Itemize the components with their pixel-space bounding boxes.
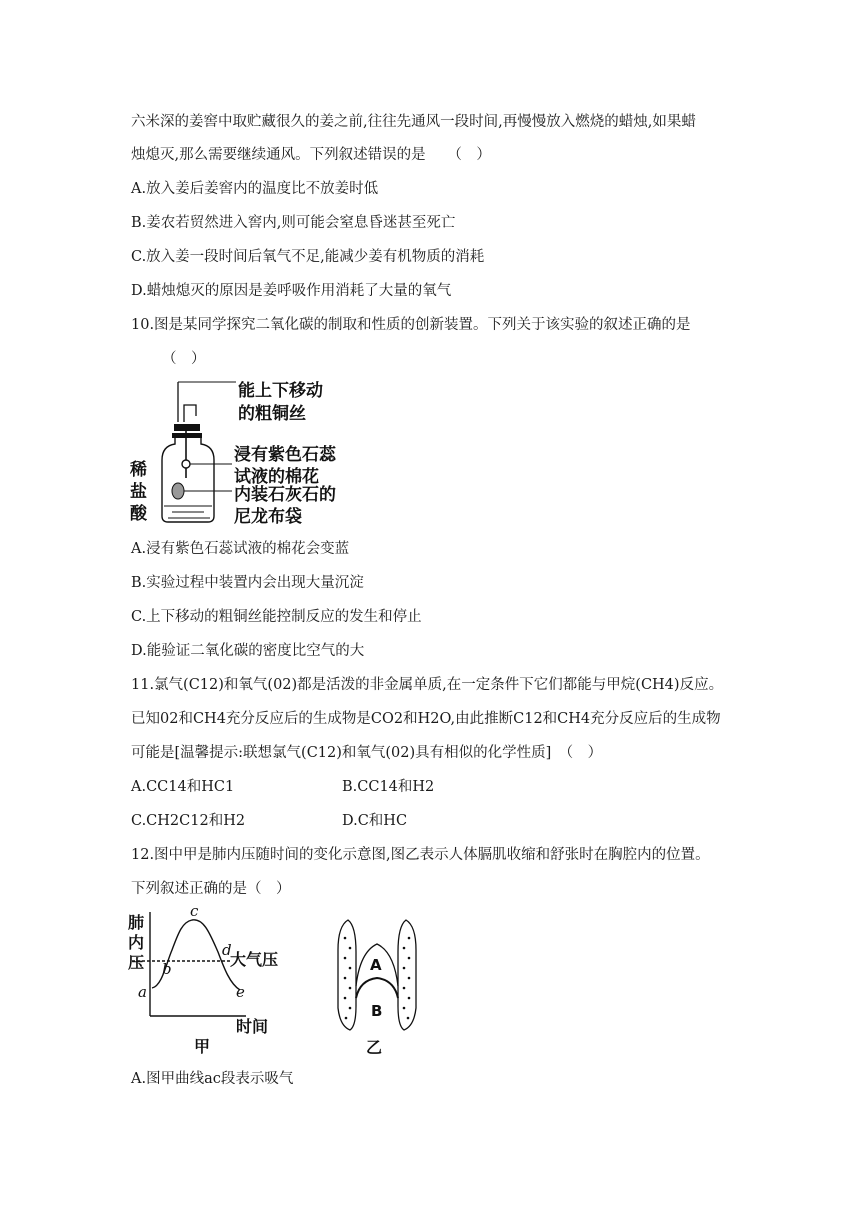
q11-stem-line2: 已知02和CH4充分反应后的生成物是CO2和H2O,由此推断C12和CH4充分反应后的生成物 (131, 711, 721, 727)
point-a: a (138, 983, 147, 1001)
q11-option-b: B.CC14和H2 (342, 779, 435, 795)
q10-option-c: C.上下移动的粗铜丝能控制反应的发生和停止 (131, 609, 422, 625)
q12-stem-line1: 12.图中甲是肺内压随时间的变化示意图,图乙表示人体膈肌收缩和舒张时在胸腔内的位置。 (131, 847, 710, 863)
point-c: c (190, 904, 199, 920)
label-cotton-1: 浸有紫色石蕊 (234, 445, 336, 465)
point-e: e (236, 983, 245, 1001)
q9-option-d: D.蜡烛熄灭的原因是姜呼吸作用消耗了大量的氧气 (131, 283, 452, 299)
q11-stem-line1: 11.氯气(C12)和氧气(02)都是活泼的非金属单质,在一定条件下它们都能与甲烷(CH4)反应。 (131, 677, 724, 693)
position-b-label: B (371, 1002, 383, 1020)
lung-pressure-graph (126, 904, 286, 1056)
point-b: b (162, 960, 172, 978)
q10-option-b: B.实验过程中装置内会出现大量沉淀 (131, 575, 364, 591)
q9-option-c: C.放入姜一段时间后氧气不足,能减少姜有机物质的消耗 (131, 249, 485, 265)
label-acid-1: 稀 (130, 460, 147, 480)
figure-yi-caption: 乙 (366, 1038, 383, 1057)
co2-apparatus-figure (128, 378, 368, 528)
q11-option-a: A.CC14和HC1 (131, 779, 235, 795)
position-a-label: A (370, 956, 382, 974)
q11-option-d: D.C和HC (342, 813, 408, 829)
label-cotton-2: 试液的棉花 (234, 467, 319, 487)
atmospheric-pressure-label: 大气压 (230, 950, 279, 969)
label-bag-1: 内装石灰石的 (234, 485, 336, 505)
q9-option-a: A.放入姜后姜窖内的温度比不放姜时低 (131, 181, 379, 197)
q10-stem-line1: 10.图是某同学探究二氧化碳的制取和性质的创新装置。下列关于该实验的叙述正确的是 (131, 317, 691, 333)
point-d: d (222, 941, 232, 959)
y-label-3: 压 (128, 953, 145, 972)
label-acid-3: 酸 (130, 504, 147, 524)
q10-option-a: A.浸有紫色石蕊试液的棉花会变蓝 (131, 541, 350, 557)
y-label-1: 肺 (128, 913, 145, 932)
q11-stem-line3: 可能是[温馨提示:联想氯气(C12)和氧气(02)具有相似的化学性质] （ ） (131, 745, 603, 761)
q12-option-a: A.图甲曲线ac段表示吸气 (131, 1071, 294, 1087)
q12-stem-line2: 下列叙述正确的是（ ） (131, 881, 291, 897)
diaphragm-diagram (334, 908, 420, 1058)
q9-stem-line2: 烛熄灭,那么需要继续通风。下列叙述错误的是 （ ） (131, 147, 491, 163)
x-label: 时间 (236, 1017, 269, 1036)
q11-option-c: C.CH2C12和H2 (131, 813, 246, 829)
y-label-2: 内 (128, 933, 145, 952)
label-wire-1: 能上下移动 (238, 381, 323, 401)
q9-stem-line1: 六米深的姜窖中取贮藏很久的姜之前,往往先通风一段时间,再慢慢放入燃烧的蜡烛,如果蜡 (131, 114, 696, 130)
q10-stem-line2: （ ） (162, 351, 206, 367)
label-wire-2: 的粗铜丝 (238, 404, 306, 424)
q9-option-b: B.姜农若贸然进入窖内,则可能会窒息昏迷甚至死亡 (131, 215, 456, 231)
label-bag-2: 尼龙布袋 (234, 507, 302, 527)
figure-jia-caption: 甲 (194, 1037, 211, 1056)
label-acid-2: 盐 (130, 482, 147, 502)
q10-option-d: D.能验证二氧化碳的密度比空气的大 (131, 643, 365, 659)
